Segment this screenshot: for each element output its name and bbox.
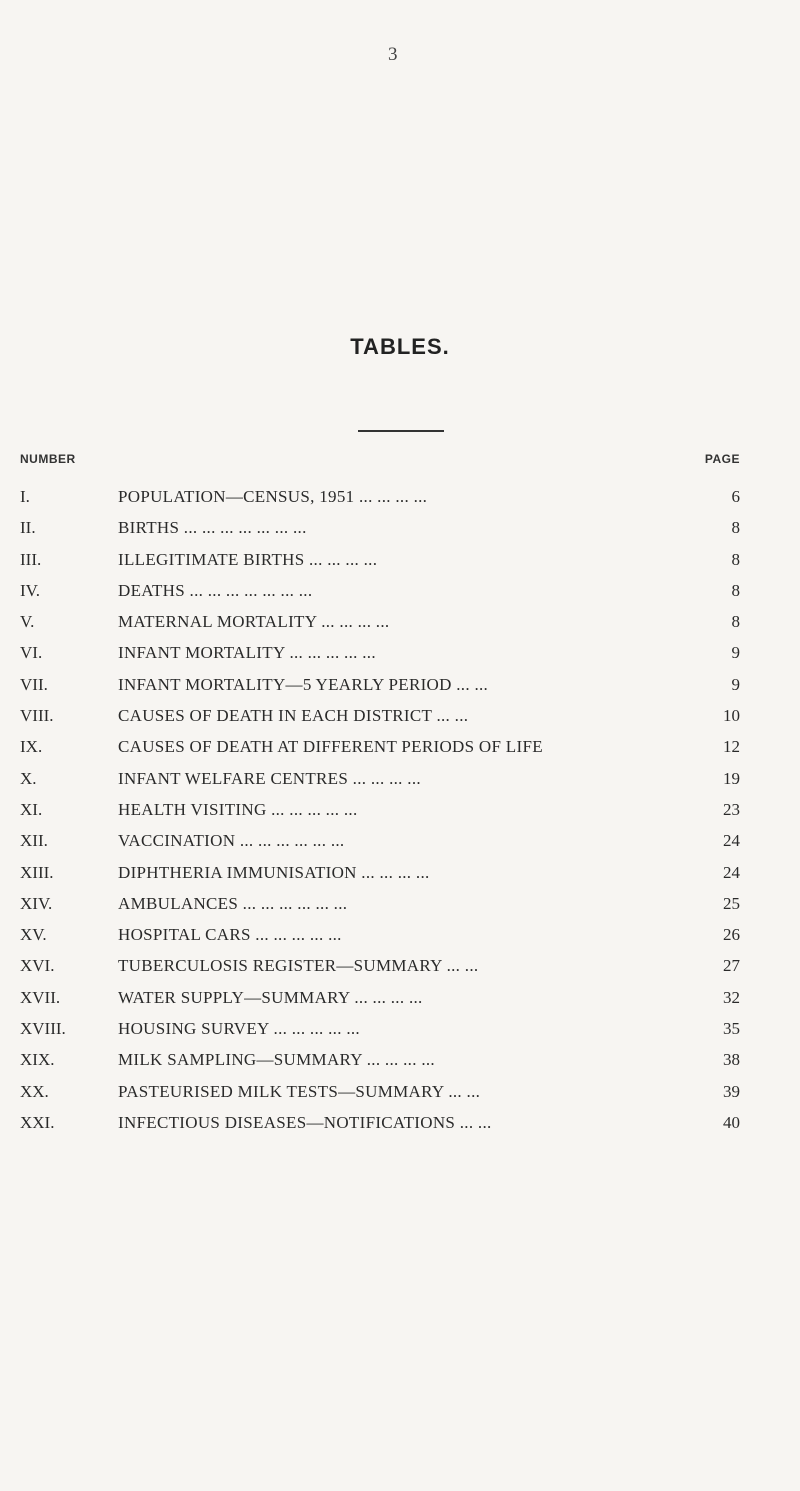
row-title: BIRTHS ... ... ... ... ... ... ... — [118, 518, 307, 538]
table-row — [0, 763, 800, 794]
row-title: MILK SAMPLING—SUMMARY ... ... ... ... — [118, 1050, 435, 1070]
row-page: 26 — [723, 925, 740, 945]
row-title: TUBERCULOSIS REGISTER—SUMMARY ... ... — [118, 956, 479, 976]
table-row — [0, 575, 800, 606]
table-row — [0, 919, 800, 950]
table-row — [0, 481, 800, 512]
row-title: INFANT MORTALITY—5 YEARLY PERIOD ... ... — [118, 674, 489, 694]
row-title: DEATHS ... ... ... ... ... ... ... — [118, 580, 313, 600]
row-title: CAUSES OF DEATH AT DIFFERENT PERIODS OF LIFE — [118, 737, 543, 757]
row-number: IX. — [20, 737, 43, 757]
row-page: 9 — [731, 643, 740, 663]
row-number: XVII. — [20, 987, 61, 1007]
row-number: V. — [20, 612, 35, 632]
row-page: 9 — [731, 674, 740, 694]
page-number: 3 — [388, 44, 398, 65]
page-column-header: PAGE — [704, 452, 740, 466]
table-row — [0, 1107, 800, 1138]
row-page: 25 — [723, 893, 740, 913]
row-number: XIII. — [20, 862, 54, 882]
row-page: 10 — [723, 706, 740, 726]
table-row — [0, 1076, 800, 1107]
row-page: 27 — [723, 956, 740, 976]
row-page: 8 — [731, 580, 740, 600]
row-number: III. — [20, 549, 42, 569]
row-page: 39 — [723, 1081, 740, 1101]
table-row — [0, 700, 800, 731]
table-row — [0, 606, 800, 637]
row-page: 40 — [723, 1112, 740, 1132]
row-page: 24 — [723, 831, 740, 851]
row-title: HOUSING SURVEY ... ... ... ... ... — [118, 1019, 360, 1039]
row-title: AMBULANCES ... ... ... ... ... ... — [118, 893, 348, 913]
row-page: 24 — [723, 862, 740, 882]
row-title: HOSPITAL CARS ... ... ... ... ... — [118, 925, 342, 945]
table-row — [0, 512, 800, 543]
row-page: 32 — [723, 987, 740, 1007]
row-number: I. — [20, 487, 30, 506]
table-row — [0, 669, 800, 700]
tables-list — [0, 481, 800, 1138]
number-column-header: NUMBER — [20, 452, 76, 466]
table-row — [0, 825, 800, 856]
row-number: XVI. — [20, 956, 55, 976]
table-row — [0, 1044, 800, 1075]
row-number: IV. — [20, 580, 40, 600]
row-number: XV. — [20, 925, 47, 945]
table-row — [0, 950, 800, 981]
row-page: 38 — [723, 1050, 740, 1070]
row-title: POPULATION—CENSUS, 1951 ... ... ... ... — [118, 487, 428, 506]
table-row — [0, 1013, 800, 1044]
row-page: 8 — [731, 518, 740, 538]
row-page: 8 — [731, 612, 740, 632]
row-title: HEALTH VISITING ... ... ... ... ... — [118, 799, 358, 819]
row-title: DIPHTHERIA IMMUNISATION ... ... ... ... — [118, 862, 430, 882]
row-page: 12 — [723, 737, 740, 757]
table-row — [0, 982, 800, 1013]
row-number: XVIII. — [20, 1019, 66, 1039]
title-divider — [358, 430, 444, 432]
row-number: VIII. — [20, 706, 54, 726]
row-number: II. — [20, 518, 36, 538]
row-number: XXI. — [20, 1112, 55, 1132]
row-title: WATER SUPPLY—SUMMARY ... ... ... ... — [118, 987, 423, 1007]
row-title: ILLEGITIMATE BIRTHS ... ... ... ... — [118, 549, 378, 569]
row-number: XX. — [20, 1081, 49, 1101]
row-number: XI. — [20, 799, 43, 819]
row-number: XII. — [20, 831, 48, 851]
row-number: XIX. — [20, 1050, 55, 1070]
row-title: INFANT WELFARE CENTRES ... ... ... ... — [118, 768, 421, 788]
row-page: 6 — [731, 487, 740, 506]
table-row — [0, 637, 800, 668]
table-row — [0, 794, 800, 825]
row-page: 19 — [723, 768, 740, 788]
row-title: PASTEURISED MILK TESTS—SUMMARY ... ... — [118, 1081, 481, 1101]
row-number: X. — [20, 768, 37, 788]
table-row — [0, 544, 800, 575]
row-title: INFANT MORTALITY ... ... ... ... ... — [118, 643, 376, 663]
row-title: INFECTIOUS DISEASES—NOTIFICATIONS ... ... — [118, 1112, 492, 1132]
row-title: CAUSES OF DEATH IN EACH DISTRICT ... ... — [118, 706, 469, 726]
table-row — [0, 857, 800, 888]
row-number: VII. — [20, 674, 48, 694]
row-title: MATERNAL MORTALITY ... ... ... ... — [118, 612, 390, 632]
row-page: 8 — [731, 549, 740, 569]
row-title: VACCINATION ... ... ... ... ... ... — [118, 831, 345, 851]
row-page: 23 — [723, 799, 740, 819]
row-page: 35 — [723, 1019, 740, 1039]
page-title: TABLES. — [350, 334, 450, 359]
table-row — [0, 888, 800, 919]
table-row — [0, 731, 800, 762]
row-number: VI. — [20, 643, 43, 663]
row-number: XIV. — [20, 893, 53, 913]
